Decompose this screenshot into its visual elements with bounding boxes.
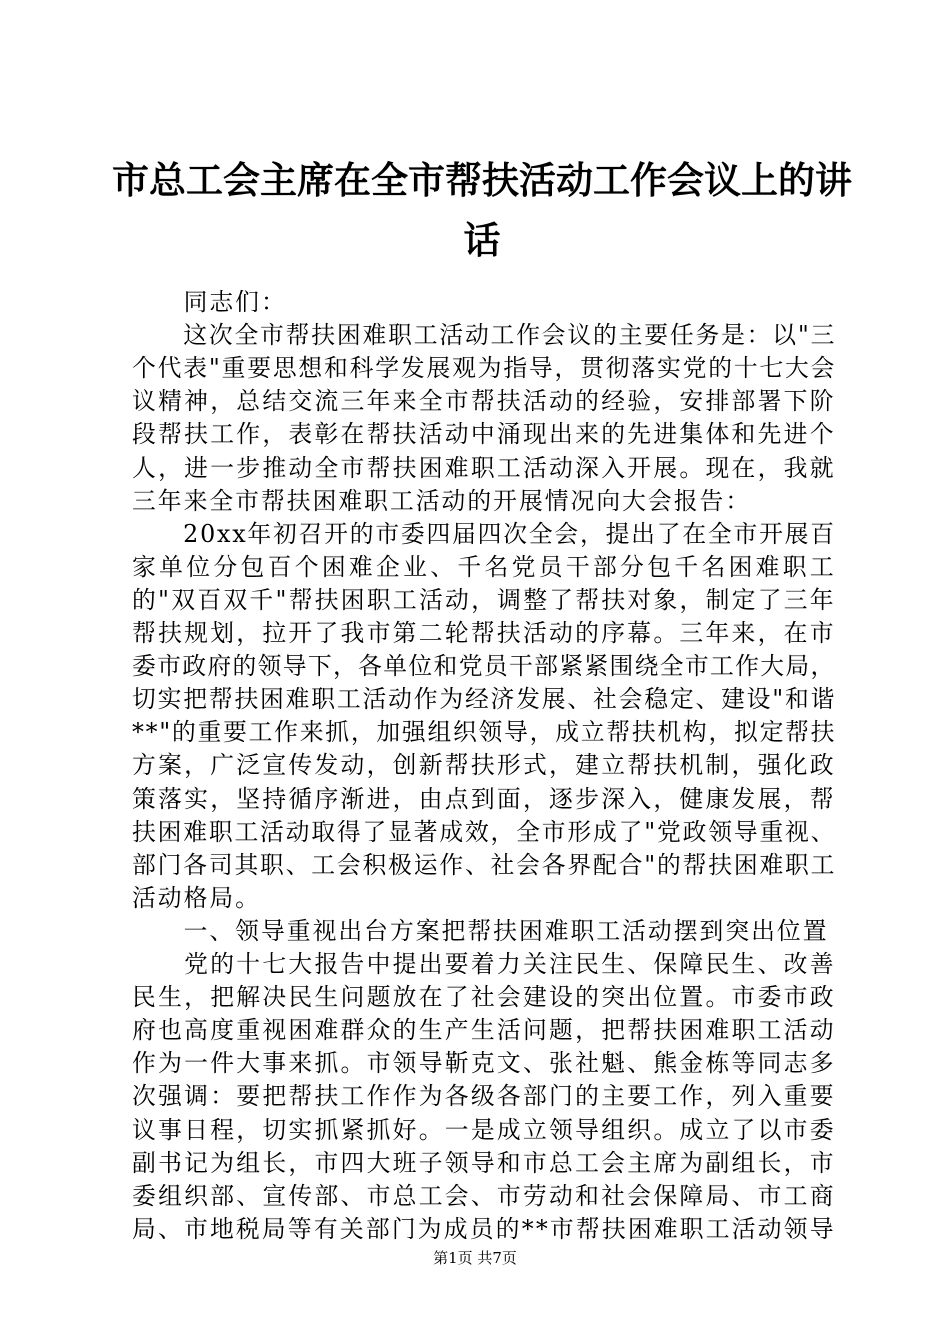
body-line: 局、市地税局等有关部门为成员的**市帮扶困难职工活动领导	[132, 1214, 836, 1243]
body-line: 活动格局。	[132, 883, 261, 912]
document-title-line-1: 市总工会主席在全市帮扶活动工作会议上的讲	[112, 158, 852, 202]
body-line: 同志们：	[132, 288, 287, 316]
body-line: 党的十七大报告中提出要着力关注民生、保障民生、改善	[132, 950, 836, 978]
body-line: 人，进一步推动全市帮扶困难职工活动深入开展。现在，我就	[132, 453, 836, 482]
body-line: 副书记为组长，市四大班子领导和市总工会主席为副组长，市	[132, 1148, 836, 1177]
body-line: 民生，把解决民生问题放在了社会建设的突出位置。市委市政	[132, 983, 836, 1012]
body-line: 部门各司其职、工会积极运作、社会各界配合"的帮扶困难职工	[132, 850, 837, 879]
body-line: 委组织部、宣传部、市总工会、市劳动和社会保障局、市工商	[132, 1181, 836, 1210]
body-line: 作为一件大事来抓。市领导靳克文、张社魁、熊金栋等同志多	[132, 1049, 836, 1078]
body-line: 议精神，总结交流三年来全市帮扶活动的经验，安排部署下阶	[132, 387, 836, 416]
body-line: 个代表"重要思想和科学发展观为指导，贯彻落实党的十七大会	[132, 354, 837, 383]
body-line: 三年来全市帮扶困难职工活动的开展情况向大会报告：	[132, 486, 752, 515]
body-line: 帮扶规划，拉开了我市第二轮帮扶活动的序幕。三年来，在市	[132, 619, 836, 647]
page-footer: 第1页 共7页	[433, 1249, 517, 1267]
body-line: 扶困难职工活动取得了显著成效，全市形成了"党政领导重视、	[132, 817, 837, 846]
body-line: 一、领导重视出台方案把帮扶困难职工活动摆到突出位置	[132, 916, 829, 945]
body-line: 的"双百双千"帮扶困职工活动，调整了帮扶对象，制定了三年	[132, 585, 836, 614]
body-line: 方案，广泛宣传发动，创新帮扶形式，建立帮扶机制，强化政	[132, 751, 836, 780]
body-line: 次强调：要把帮扶工作作为各级各部门的主要工作，列入重要	[132, 1082, 836, 1111]
body-line: 切实把帮扶困难职工活动作为经济发展、社会稳定、建设"和谐	[132, 685, 837, 714]
body-line: 议事日程，切实抓紧抓好。一是成立领导组织。成立了以市委	[132, 1115, 836, 1144]
body-line: 这次全市帮扶困难职工活动工作会议的主要任务是：以"三	[132, 321, 837, 350]
body-line: 家单位分包百个困难企业、千名党员干部分包千名困难职工	[132, 552, 838, 581]
body-line: 策落实，坚持循序渐进，由点到面，逐步深入，健康发展，帮	[132, 784, 836, 813]
body-line: 段帮扶工作，表彰在帮扶活动中涌现出来的先进集体和先进个	[132, 420, 836, 449]
body-line: 20xx年初召开的市委四届四次全会，提出了在全市开展百	[132, 519, 836, 548]
body-line: **"的重要工作来抓，加强组织领导，成立帮扶机构，拟定帮扶	[132, 718, 837, 747]
document-title-line-2: 话	[463, 218, 501, 262]
body-line: 委市政府的领导下，各单位和党员干部紧紧围绕全市工作大局，	[132, 652, 836, 681]
body-line: 府也高度重视困难群众的生产生活问题，把帮扶困难职工活动	[132, 1016, 836, 1045]
